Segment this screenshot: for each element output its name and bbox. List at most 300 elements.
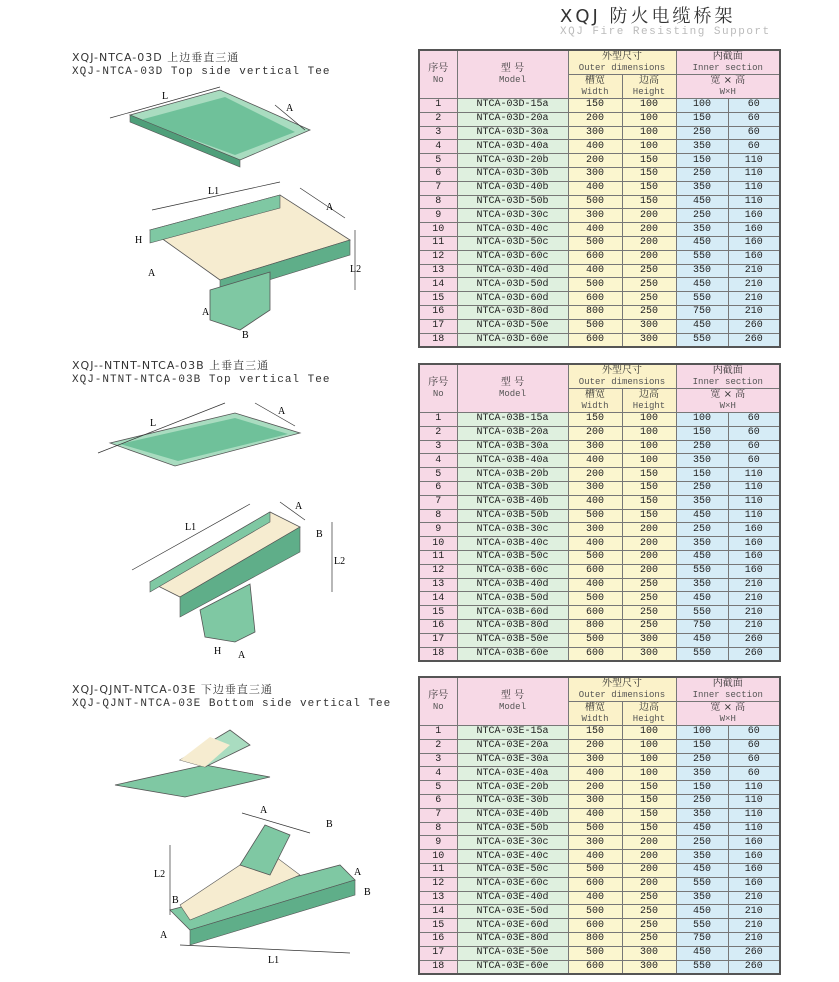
drawing-3b-label-B2: B (364, 887, 371, 898)
row-height: 250 (622, 891, 676, 905)
row-inner-width: 550 (676, 564, 728, 578)
row-height: 150 (622, 154, 676, 168)
row-no: 2 (419, 426, 457, 440)
row-height: 200 (622, 550, 676, 564)
row-no: 12 (419, 250, 457, 264)
row-width: 500 (568, 195, 622, 209)
table-row (419, 850, 780, 864)
row-inner-width: 450 (676, 236, 728, 250)
row-width: 300 (568, 167, 622, 181)
row-model: NTCA-03D-40d (457, 264, 568, 278)
table-row (419, 523, 780, 537)
row-width: 600 (568, 250, 622, 264)
row-height: 250 (622, 264, 676, 278)
table-row (419, 739, 780, 753)
row-inner-height: 160 (728, 850, 780, 864)
row-model: NTCA-03B-50d (457, 592, 568, 606)
row-inner-height: 160 (728, 836, 780, 850)
header-inner: 内截面 Inner section (676, 364, 780, 389)
drawing-2b-label-A2: A (238, 650, 246, 661)
row-height: 100 (622, 112, 676, 126)
row-model: NTCA-03E-60e (457, 960, 568, 974)
row-inner-width: 450 (676, 509, 728, 523)
row-model: NTCA-03E-30a (457, 753, 568, 767)
row-height: 100 (622, 726, 676, 740)
row-model: NTCA-03E-15a (457, 726, 568, 740)
table-row (419, 877, 780, 891)
row-height: 250 (622, 278, 676, 292)
section-3-title-cn: XQJ-QJNT-NTCA-03E 下边垂直三通 (72, 683, 273, 696)
drawing-2b-label-L1: L1 (185, 522, 197, 533)
row-inner-height: 210 (728, 292, 780, 306)
table-row (419, 333, 780, 347)
row-model: NTCA-03D-60d (457, 292, 568, 306)
row-no: 11 (419, 863, 457, 877)
row-no: 4 (419, 454, 457, 468)
row-inner-height: 210 (728, 305, 780, 319)
row-model: NTCA-03B-20a (457, 426, 568, 440)
row-width: 300 (568, 794, 622, 808)
row-inner-width: 450 (676, 592, 728, 606)
section-2-title-cn: XQJ--NTNT-NTCA-03B 上垂直三通 (72, 359, 270, 372)
row-width: 400 (568, 767, 622, 781)
row-inner-width: 450 (676, 946, 728, 960)
row-inner-width: 450 (676, 905, 728, 919)
header-no: 序号 No (419, 364, 457, 413)
row-inner-height: 110 (728, 181, 780, 195)
row-no: 8 (419, 509, 457, 523)
table-row (419, 454, 780, 468)
row-inner-width: 150 (676, 112, 728, 126)
table-row (419, 919, 780, 933)
row-no: 1 (419, 726, 457, 740)
drawing-3b-label-B: B (326, 819, 333, 830)
row-height: 300 (622, 647, 676, 661)
row-height: 150 (622, 822, 676, 836)
row-inner-width: 450 (676, 550, 728, 564)
table-row (419, 509, 780, 523)
header-outer: 外型尺寸 Outer dimensions (568, 677, 676, 702)
drawing-1b-label-H: H (135, 235, 143, 246)
row-inner-width: 350 (676, 537, 728, 551)
table-row (419, 647, 780, 661)
tee-drawing-2 (120, 492, 360, 664)
row-model: NTCA-03E-60c (457, 877, 568, 891)
header-width: 槽宽 Width (568, 75, 622, 99)
row-model: NTCA-03D-80d (457, 305, 568, 319)
row-inner-height: 160 (728, 523, 780, 537)
row-width: 500 (568, 236, 622, 250)
header-wh: 宽 × 高 W×H (676, 389, 780, 413)
row-no: 3 (419, 440, 457, 454)
row-inner-height: 110 (728, 481, 780, 495)
row-inner-height: 110 (728, 495, 780, 509)
table-row (419, 592, 780, 606)
row-width: 200 (568, 154, 622, 168)
row-inner-height: 260 (728, 333, 780, 347)
row-height: 150 (622, 181, 676, 195)
row-width: 400 (568, 808, 622, 822)
table-row (419, 468, 780, 482)
row-width: 150 (568, 413, 622, 427)
table-row (419, 794, 780, 808)
header-outer: 外型尺寸 Outer dimensions (568, 364, 676, 389)
row-model: NTCA-03D-50c (457, 236, 568, 250)
table-row (419, 633, 780, 647)
row-inner-width: 150 (676, 781, 728, 795)
row-width: 500 (568, 863, 622, 877)
row-model: NTCA-03D-60e (457, 333, 568, 347)
header-outer: 外型尺寸 Outer dimensions (568, 50, 676, 75)
section-2-title-en: XQJ-NTNT-NTCA-03B Top vertical Tee (72, 374, 331, 386)
row-no: 2 (419, 112, 457, 126)
row-inner-width: 350 (676, 223, 728, 237)
row-width: 500 (568, 822, 622, 836)
row-model: NTCA-03D-60c (457, 250, 568, 264)
row-width: 800 (568, 619, 622, 633)
row-inner-height: 160 (728, 550, 780, 564)
row-no: 13 (419, 578, 457, 592)
row-inner-width: 100 (676, 99, 728, 113)
row-no: 10 (419, 223, 457, 237)
row-width: 400 (568, 891, 622, 905)
row-no: 13 (419, 891, 457, 905)
row-model: NTCA-03E-60d (457, 919, 568, 933)
row-no: 14 (419, 278, 457, 292)
row-no: 17 (419, 633, 457, 647)
page-subtitle: XQJ Fire Resisting Support (560, 26, 771, 38)
row-no: 1 (419, 413, 457, 427)
row-width: 400 (568, 495, 622, 509)
row-inner-width: 750 (676, 619, 728, 633)
row-inner-height: 210 (728, 278, 780, 292)
row-width: 300 (568, 836, 622, 850)
row-height: 200 (622, 877, 676, 891)
row-width: 400 (568, 223, 622, 237)
drawing-1a-label-A: A (286, 103, 294, 114)
row-width: 600 (568, 333, 622, 347)
table-row (419, 223, 780, 237)
row-model: NTCA-03B-20b (457, 468, 568, 482)
row-no: 9 (419, 209, 457, 223)
row-width: 200 (568, 112, 622, 126)
row-width: 300 (568, 209, 622, 223)
row-no: 10 (419, 537, 457, 551)
row-no: 7 (419, 181, 457, 195)
header-width: 槽宽 Width (568, 702, 622, 726)
table-row (419, 564, 780, 578)
tray-straight-drawing-1 (100, 85, 320, 175)
section-1-title (72, 50, 330, 80)
row-height: 150 (622, 509, 676, 523)
table-row (419, 250, 780, 264)
row-width: 500 (568, 319, 622, 333)
row-model: NTCA-03B-30c (457, 523, 568, 537)
row-model: NTCA-03B-40b (457, 495, 568, 509)
row-width: 800 (568, 932, 622, 946)
row-width: 500 (568, 550, 622, 564)
tee-drawing-1 (130, 180, 370, 350)
row-width: 500 (568, 278, 622, 292)
row-inner-height: 210 (728, 578, 780, 592)
row-no: 6 (419, 167, 457, 181)
row-width: 600 (568, 919, 622, 933)
row-model: NTCA-03E-80d (457, 932, 568, 946)
drawing-1b-label-L1: L1 (208, 186, 220, 197)
row-height: 150 (622, 195, 676, 209)
row-width: 600 (568, 960, 622, 974)
table-row (419, 154, 780, 168)
row-height: 200 (622, 537, 676, 551)
row-model: NTCA-03D-40a (457, 140, 568, 154)
row-width: 600 (568, 606, 622, 620)
row-inner-width: 750 (676, 305, 728, 319)
row-model: NTCA-03B-30b (457, 481, 568, 495)
row-inner-height: 210 (728, 606, 780, 620)
row-model: NTCA-03B-50e (457, 633, 568, 647)
header-height: 边高 Height (622, 75, 676, 99)
table-row (419, 278, 780, 292)
row-no: 6 (419, 794, 457, 808)
table-row (419, 726, 780, 740)
table-row (419, 606, 780, 620)
row-inner-width: 150 (676, 739, 728, 753)
row-inner-width: 550 (676, 877, 728, 891)
table-row (419, 99, 780, 113)
row-width: 150 (568, 726, 622, 740)
row-inner-height: 60 (728, 413, 780, 427)
header-width: 槽宽 Width (568, 389, 622, 413)
row-inner-height: 260 (728, 633, 780, 647)
drawing-3b-label-L1: L1 (268, 955, 280, 965)
tee-drawing-3 (150, 805, 380, 965)
row-inner-width: 450 (676, 822, 728, 836)
drawing-2b-label-A: A (295, 501, 303, 512)
row-model: NTCA-03B-60e (457, 647, 568, 661)
drawing-1b-label-A3: A (202, 307, 210, 318)
row-inner-height: 160 (728, 877, 780, 891)
table-row (419, 126, 780, 140)
header-no: 序号 No (419, 677, 457, 726)
row-model: NTCA-03D-20a (457, 112, 568, 126)
header-model: 型 号 Model (457, 677, 568, 726)
row-height: 250 (622, 592, 676, 606)
row-model: NTCA-03E-50c (457, 863, 568, 877)
row-inner-height: 160 (728, 209, 780, 223)
row-inner-height: 110 (728, 154, 780, 168)
row-width: 300 (568, 523, 622, 537)
row-model: NTCA-03B-50c (457, 550, 568, 564)
table-row (419, 891, 780, 905)
row-height: 150 (622, 468, 676, 482)
row-inner-height: 60 (728, 426, 780, 440)
drawing-1b-label-A: A (326, 202, 334, 213)
row-inner-width: 450 (676, 633, 728, 647)
row-height: 100 (622, 413, 676, 427)
row-height: 150 (622, 167, 676, 181)
row-inner-width: 150 (676, 154, 728, 168)
row-inner-width: 450 (676, 319, 728, 333)
table-row (419, 550, 780, 564)
row-height: 200 (622, 523, 676, 537)
drawing-2a-label-L: L (150, 418, 157, 429)
row-model: NTCA-03E-20a (457, 739, 568, 753)
row-height: 300 (622, 946, 676, 960)
row-no: 11 (419, 550, 457, 564)
row-inner-height: 60 (728, 99, 780, 113)
row-height: 250 (622, 292, 676, 306)
row-inner-width: 450 (676, 278, 728, 292)
row-no: 10 (419, 850, 457, 864)
row-inner-height: 210 (728, 264, 780, 278)
row-inner-height: 110 (728, 468, 780, 482)
drawing-1b-label-L2: L2 (350, 264, 362, 275)
table-row (419, 481, 780, 495)
row-model: NTCA-03D-30a (457, 126, 568, 140)
table-row (419, 140, 780, 154)
row-inner-height: 160 (728, 250, 780, 264)
row-width: 200 (568, 781, 622, 795)
row-model: NTCA-03E-40b (457, 808, 568, 822)
row-inner-height: 110 (728, 509, 780, 523)
row-no: 5 (419, 154, 457, 168)
row-height: 150 (622, 481, 676, 495)
row-width: 400 (568, 181, 622, 195)
drawing-3b-label-A: A (260, 805, 268, 816)
drawing-2b-label-H: H (214, 646, 222, 657)
row-width: 300 (568, 126, 622, 140)
row-inner-width: 450 (676, 863, 728, 877)
table-row (419, 578, 780, 592)
row-model: NTCA-03B-40a (457, 454, 568, 468)
row-inner-width: 550 (676, 606, 728, 620)
section-3-title (72, 682, 391, 712)
row-no: 4 (419, 140, 457, 154)
row-no: 1 (419, 99, 457, 113)
row-height: 100 (622, 440, 676, 454)
drawing-1b-label-A2: A (148, 268, 156, 279)
row-width: 300 (568, 481, 622, 495)
row-height: 150 (622, 808, 676, 822)
row-model: NTCA-03B-50b (457, 509, 568, 523)
row-inner-height: 260 (728, 946, 780, 960)
row-no: 8 (419, 195, 457, 209)
header-height: 边高 Height (622, 389, 676, 413)
row-inner-width: 350 (676, 891, 728, 905)
header-no: 序号 No (419, 50, 457, 99)
row-inner-height: 260 (728, 960, 780, 974)
row-height: 100 (622, 753, 676, 767)
row-width: 300 (568, 753, 622, 767)
row-model: NTCA-03E-40a (457, 767, 568, 781)
row-width: 400 (568, 537, 622, 551)
row-model: NTCA-03E-20b (457, 781, 568, 795)
row-inner-height: 160 (728, 863, 780, 877)
row-height: 200 (622, 250, 676, 264)
row-inner-width: 250 (676, 836, 728, 850)
section-1-title-en: XQJ-NTCA-03D Top side vertical Tee (72, 66, 331, 78)
row-inner-width: 350 (676, 140, 728, 154)
row-width: 400 (568, 264, 622, 278)
table-row (419, 426, 780, 440)
row-inner-height: 60 (728, 140, 780, 154)
row-inner-height: 210 (728, 905, 780, 919)
row-no: 9 (419, 836, 457, 850)
header-model: 型 号 Model (457, 50, 568, 99)
row-inner-width: 250 (676, 794, 728, 808)
table-row (419, 619, 780, 633)
row-height: 100 (622, 739, 676, 753)
row-no: 9 (419, 523, 457, 537)
row-inner-height: 160 (728, 564, 780, 578)
row-no: 12 (419, 564, 457, 578)
section-2-title (72, 358, 330, 388)
spec-table-03e (418, 676, 781, 975)
tee-top-drawing-3 (110, 725, 290, 805)
row-no: 14 (419, 592, 457, 606)
row-inner-width: 550 (676, 250, 728, 264)
row-inner-height: 60 (728, 112, 780, 126)
row-height: 200 (622, 836, 676, 850)
table-row (419, 292, 780, 306)
row-width: 500 (568, 509, 622, 523)
row-inner-width: 350 (676, 808, 728, 822)
row-model: NTCA-03D-50b (457, 195, 568, 209)
row-no: 2 (419, 739, 457, 753)
row-height: 250 (622, 932, 676, 946)
header-inner: 内截面 Inner section (676, 50, 780, 75)
row-inner-height: 210 (728, 932, 780, 946)
table-row (419, 946, 780, 960)
row-inner-height: 60 (728, 767, 780, 781)
row-no: 17 (419, 946, 457, 960)
row-inner-width: 250 (676, 481, 728, 495)
drawing-2a-label-A: A (278, 406, 286, 417)
row-model: NTCA-03B-15a (457, 413, 568, 427)
drawing-2b-label-B: B (316, 529, 323, 540)
row-model: NTCA-03E-30b (457, 794, 568, 808)
row-height: 250 (622, 578, 676, 592)
row-no: 5 (419, 781, 457, 795)
row-height: 150 (622, 781, 676, 795)
row-width: 400 (568, 850, 622, 864)
row-height: 100 (622, 454, 676, 468)
row-model: NTCA-03B-60c (457, 564, 568, 578)
row-inner-width: 450 (676, 195, 728, 209)
row-no: 6 (419, 481, 457, 495)
row-height: 300 (622, 960, 676, 974)
row-no: 13 (419, 264, 457, 278)
row-height: 200 (622, 850, 676, 864)
table-row (419, 181, 780, 195)
row-model: NTCA-03B-30a (457, 440, 568, 454)
row-inner-height: 60 (728, 726, 780, 740)
row-no: 14 (419, 905, 457, 919)
row-height: 300 (622, 333, 676, 347)
row-height: 100 (622, 126, 676, 140)
row-inner-width: 250 (676, 209, 728, 223)
table-row (419, 236, 780, 250)
row-inner-height: 110 (728, 195, 780, 209)
row-height: 100 (622, 140, 676, 154)
row-model: NTCA-03D-40b (457, 181, 568, 195)
table-row (419, 305, 780, 319)
row-inner-width: 350 (676, 578, 728, 592)
table-row (419, 836, 780, 850)
drawing-1a-label-L: L (162, 91, 169, 102)
row-width: 500 (568, 946, 622, 960)
row-model: NTCA-03D-20b (457, 154, 568, 168)
